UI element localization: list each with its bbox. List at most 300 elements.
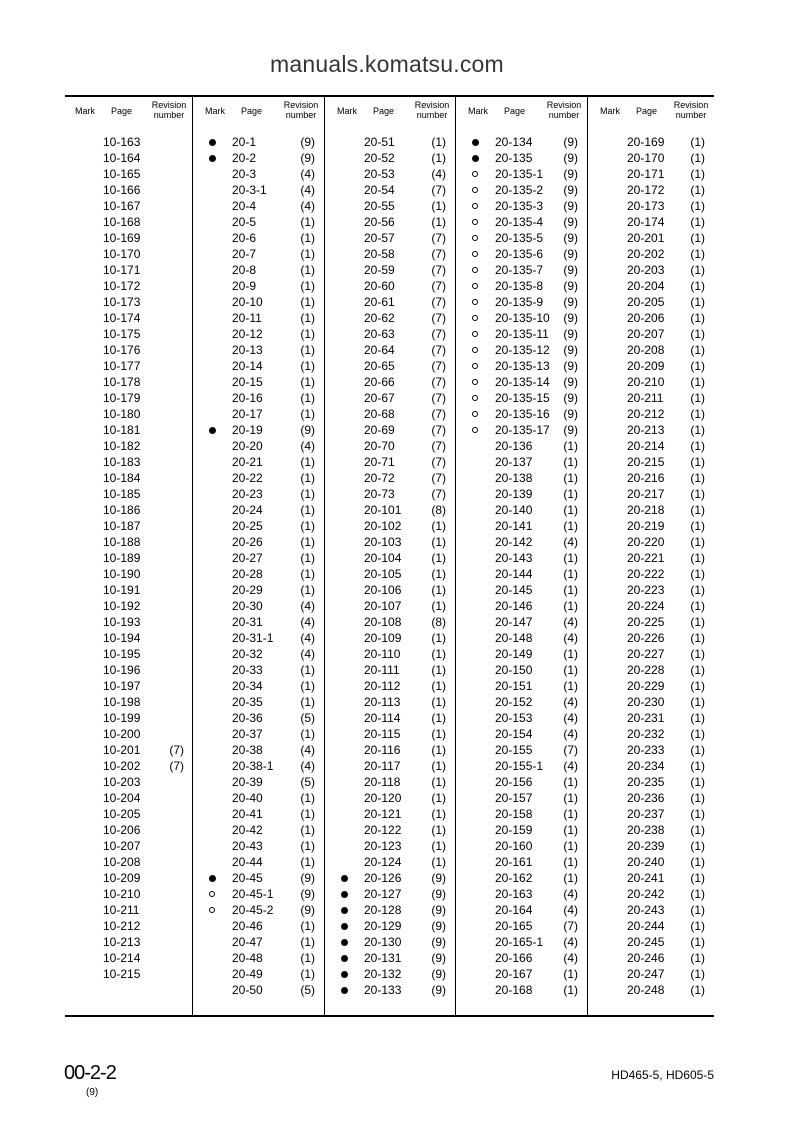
page-cell: 20-135-3 (495, 199, 544, 213)
page-cell: 10-188 (103, 535, 141, 549)
table-row (192, 726, 324, 742)
page-cell: 20-30 (232, 599, 263, 613)
revision-cell: (1) (300, 727, 315, 741)
page-cell: 20-137 (495, 455, 533, 469)
filled-circle-mark-icon (341, 891, 348, 898)
page-cell: 20-147 (495, 615, 533, 629)
page-cell: 20-120 (364, 791, 402, 805)
page-cell: 20-246 (627, 951, 665, 965)
revision-cell: (4) (300, 743, 315, 757)
revision-cell: (4) (563, 935, 578, 949)
table-row (192, 806, 324, 822)
table-row (455, 134, 587, 150)
revision-cell: (9) (563, 247, 578, 261)
page-cell: 20-11 (232, 311, 262, 325)
revision-cell: (1) (300, 375, 315, 389)
table-row (192, 694, 324, 710)
page-cell: 20-117 (364, 759, 401, 773)
table-row (587, 678, 714, 694)
page-cell: 20-143 (495, 551, 533, 565)
filled-circle-mark-icon (472, 155, 479, 162)
page-cell: 20-72 (364, 471, 395, 485)
table-row (192, 646, 324, 662)
table-column (455, 97, 587, 1015)
revision-cell: (4) (431, 167, 446, 181)
table-row (65, 406, 192, 422)
page-cell: 10-185 (103, 487, 141, 501)
revision-cell: (1) (300, 551, 315, 565)
page-cell: 20-48 (232, 951, 263, 965)
table-row (587, 694, 714, 710)
table-row (65, 678, 192, 694)
revision-cell: (1) (300, 487, 315, 501)
page-cell: 20-211 (627, 391, 664, 405)
revision-cell: (1) (690, 167, 705, 181)
page-cell: 10-176 (103, 343, 141, 357)
table-row (324, 710, 455, 726)
page-cell: 20-156 (495, 775, 533, 789)
table-row (65, 950, 192, 966)
page-cell: 20-16 (232, 391, 263, 405)
table-row (324, 518, 455, 534)
table-row (192, 454, 324, 470)
table-row (587, 614, 714, 630)
page-cell: 10-187 (103, 519, 141, 533)
revision-cell: (9) (431, 967, 446, 981)
revision-cell: (1) (300, 807, 315, 821)
revision-cell: (1) (431, 791, 446, 805)
table-row (324, 502, 455, 518)
page-cell: 20-38-1 (232, 759, 274, 773)
table-row (587, 582, 714, 598)
page-cell: 20-60 (364, 279, 395, 293)
revision-cell: (1) (690, 359, 705, 373)
revision-cell: (1) (300, 583, 315, 597)
table-row (455, 342, 587, 358)
revision-cell: (7) (431, 375, 446, 389)
page-cell: 20-163 (495, 887, 533, 901)
revision-cell: (4) (563, 535, 578, 549)
table-row (587, 598, 714, 614)
revision-cell: (1) (563, 871, 578, 885)
revision-cell: (1) (690, 199, 705, 213)
page-cell: 20-135-16 (495, 407, 550, 421)
table-row (455, 182, 587, 198)
table-row (324, 934, 455, 950)
revision-cell: (1) (300, 231, 315, 245)
revision-cell: (1) (690, 519, 705, 533)
revision-cell: (1) (563, 775, 578, 789)
table-row (587, 470, 714, 486)
table-row (192, 758, 324, 774)
table-row (587, 326, 714, 342)
page-cell: 10-194 (103, 631, 141, 645)
revision-cell: (1) (563, 679, 578, 693)
table-row (455, 502, 587, 518)
page-cell: 20-213 (627, 423, 665, 437)
page-cell: 10-168 (103, 215, 141, 229)
revision-cell: (1) (431, 679, 446, 693)
revision-cell: (1) (690, 535, 705, 549)
revision-cell: (1) (690, 343, 705, 357)
page-cell: 20-136 (495, 439, 533, 453)
filled-circle-mark-icon (341, 987, 348, 994)
page-cell: 20-154 (495, 727, 533, 741)
open-circle-mark-icon (472, 283, 478, 289)
page-cell: 20-242 (627, 887, 665, 901)
page-cell: 20-135 (495, 151, 533, 165)
page-cell: 20-133 (364, 983, 402, 997)
page-cell: 20-145 (495, 583, 533, 597)
page-cell: 20-5 (232, 215, 257, 229)
table-row (587, 486, 714, 502)
table-row (324, 246, 455, 262)
page-cell: 20-47 (232, 935, 263, 949)
page-cell: 20-206 (627, 311, 665, 325)
revision-cell: (9) (563, 199, 578, 213)
page-cell: 10-199 (103, 711, 141, 725)
table-row (65, 294, 192, 310)
table-row (324, 134, 455, 150)
revision-cell: (4) (563, 711, 578, 725)
revision-cell: (1) (563, 455, 578, 469)
page-cell: 20-53 (364, 167, 395, 181)
table-row (192, 630, 324, 646)
page-cell: 20-171 (627, 167, 665, 181)
open-circle-mark-icon (472, 363, 478, 369)
page-cell: 20-31-1 (232, 631, 274, 645)
table-row (455, 230, 587, 246)
table-row (192, 582, 324, 598)
table-row (455, 566, 587, 582)
page-cell: 10-204 (103, 791, 141, 805)
revision-cell: (9) (563, 263, 578, 277)
page-cell: 20-50 (232, 983, 263, 997)
revision-cell: (4) (300, 631, 315, 645)
page-cell: 10-197 (103, 679, 141, 693)
revision-cell: (1) (300, 679, 315, 693)
page-cell: 10-202 (103, 759, 141, 773)
page-cell: 20-46 (232, 919, 263, 933)
page-cell: 20-174 (627, 215, 665, 229)
page-cell: 20-222 (627, 567, 665, 581)
table-row (65, 854, 192, 870)
page-cell: 10-175 (103, 327, 141, 341)
page-cell: 20-67 (364, 391, 395, 405)
revision-cell: (1) (300, 503, 315, 517)
page-cell: 20-241 (627, 871, 665, 885)
table-row (324, 326, 455, 342)
revision-cell: (1) (690, 903, 705, 917)
revision-cell: (1) (690, 247, 705, 261)
page-cell: 20-26 (232, 535, 263, 549)
page-cell: 20-40 (232, 791, 263, 805)
page-cell: 20-155-1 (495, 759, 544, 773)
page-cell: 20-70 (364, 439, 395, 453)
table-row (324, 166, 455, 182)
page-cell: 20-236 (627, 791, 665, 805)
page-cell: 20-162 (495, 871, 533, 885)
page-cell: 20-148 (495, 631, 533, 645)
page-cell: 10-200 (103, 727, 141, 741)
table-row (65, 518, 192, 534)
page-cell: 20-121 (364, 807, 402, 821)
page-cell: 20-41 (232, 807, 263, 821)
revision-cell: (1) (690, 375, 705, 389)
revision-cell: (1) (300, 295, 315, 309)
revision-cell: (8) (431, 615, 446, 629)
page-cell: 10-201 (103, 743, 141, 757)
table-row (65, 182, 192, 198)
page-cell: 20-14 (232, 359, 263, 373)
table-row (192, 246, 324, 262)
table-row (455, 358, 587, 374)
table-row (324, 182, 455, 198)
revision-cell: (1) (300, 263, 315, 277)
table-row (324, 582, 455, 598)
revision-cell: (1) (690, 807, 705, 821)
revision-cell: (1) (431, 727, 446, 741)
table-row (324, 886, 455, 902)
revision-cell: (1) (431, 535, 446, 549)
page-cell: 20-146 (495, 599, 533, 613)
table-row (587, 166, 714, 182)
page-cell: 20-215 (627, 455, 665, 469)
revision-cell: (1) (690, 407, 705, 421)
table-row (587, 742, 714, 758)
header-mark: Mark (337, 106, 357, 116)
revision-cell: (1) (563, 471, 578, 485)
page-cell: 20-127 (364, 887, 402, 901)
page-cell: 20-59 (364, 263, 395, 277)
page-cell: 20-135-11 (495, 327, 549, 341)
header-revision-label: Revision (414, 100, 450, 110)
page-cell: 10-182 (103, 439, 141, 453)
revision-cell: (1) (300, 535, 315, 549)
page-cell: 20-17 (232, 407, 263, 421)
table-row (65, 550, 192, 566)
page-cell: 20-107 (364, 599, 402, 613)
revision-cell: (1) (431, 711, 446, 725)
table-row (587, 518, 714, 534)
table-row (65, 262, 192, 278)
open-circle-mark-icon (472, 171, 478, 177)
revision-cell: (9) (431, 903, 446, 917)
table-row (587, 758, 714, 774)
page-cell: 20-113 (364, 695, 401, 709)
revision-cell: (1) (563, 503, 578, 517)
table-row (192, 486, 324, 502)
table-row (192, 198, 324, 214)
table-row (587, 966, 714, 982)
page-cell: 10-189 (103, 551, 141, 565)
watermark: manuals.komatsu.com (270, 51, 504, 77)
table-row (587, 422, 714, 438)
page-cell: 20-116 (364, 743, 401, 757)
revision-cell: (1) (563, 967, 578, 981)
page-cell: 20-32 (232, 647, 263, 661)
table-row (192, 374, 324, 390)
page-cell: 20-142 (495, 535, 533, 549)
table-row (455, 646, 587, 662)
page-cell: 10-173 (103, 295, 141, 309)
table-row (455, 470, 587, 486)
page-cell: 20-71 (364, 455, 395, 469)
table-row (192, 678, 324, 694)
page-cell: 20-4 (232, 199, 257, 213)
page-cell: 10-198 (103, 695, 141, 709)
table-column (587, 97, 714, 1015)
revision-cell: (1) (563, 807, 578, 821)
page-cell: 10-192 (103, 599, 141, 613)
page-cell: 20-151 (495, 679, 533, 693)
page-cell: 20-103 (364, 535, 402, 549)
table-row (192, 598, 324, 614)
page-cell: 20-135-2 (495, 183, 544, 197)
revision-cell: (4) (300, 439, 315, 453)
revision-cell: (1) (690, 151, 705, 165)
page-cell: 20-150 (495, 663, 533, 677)
filled-circle-mark-icon (341, 939, 348, 946)
table-row (455, 774, 587, 790)
revision-cell: (4) (563, 615, 578, 629)
revision-cell: (9) (563, 327, 578, 341)
filled-circle-mark-icon (341, 955, 348, 962)
page-cell: 20-31 (232, 615, 263, 629)
page-cell: 20-112 (364, 679, 401, 693)
revision-cell: (1) (563, 647, 578, 661)
page-cell: 20-2 (232, 151, 257, 165)
table-row (192, 870, 324, 886)
table-row (324, 870, 455, 886)
table-row (65, 774, 192, 790)
page-cell: 20-209 (627, 359, 665, 373)
page-cell: 20-56 (364, 215, 395, 229)
revision-cell: (1) (690, 631, 705, 645)
table-row (192, 534, 324, 550)
header-revision-label: Revision (151, 100, 187, 110)
revision-cell: (1) (431, 695, 446, 709)
page-cell: 20-13 (232, 343, 263, 357)
table-row (324, 694, 455, 710)
page-cell: 20-44 (232, 855, 263, 869)
revision-cell: (1) (690, 455, 705, 469)
page-cell: 20-64 (364, 343, 395, 357)
page-cell: 20-131 (364, 951, 402, 965)
page-cell: 20-217 (627, 487, 665, 501)
table-row (65, 902, 192, 918)
revision-cell: (9) (431, 951, 446, 965)
page-cell: 10-177 (103, 359, 141, 373)
page-cell: 20-22 (232, 471, 263, 485)
revision-cell: (1) (300, 519, 315, 533)
page-cell: 20-204 (627, 279, 665, 293)
table-row (192, 342, 324, 358)
revision-cell: (1) (563, 599, 578, 613)
page-cell: 10-212 (103, 919, 141, 933)
table-row (324, 406, 455, 422)
page-cell: 20-108 (364, 615, 402, 629)
table-row (587, 294, 714, 310)
table-row (65, 742, 192, 758)
page-cell: 20-234 (627, 759, 665, 773)
filled-circle-mark-icon (341, 875, 348, 882)
page-cell: 10-213 (103, 935, 141, 949)
table-row (587, 214, 714, 230)
table-row (324, 198, 455, 214)
table-row (587, 806, 714, 822)
revision-cell: (1) (690, 775, 705, 789)
page-cell: 20-221 (627, 551, 665, 565)
table-row (65, 390, 192, 406)
revision-cell: (1) (431, 823, 446, 837)
footer-page-number: 00-2-2 (64, 1062, 116, 1084)
table-row (587, 134, 714, 150)
table-row (587, 246, 714, 262)
table-row (455, 614, 587, 630)
revision-cell: (1) (563, 567, 578, 581)
revision-cell: (9) (300, 887, 315, 901)
revision-cell: (1) (563, 983, 578, 997)
revision-cell: (1) (300, 471, 315, 485)
table-row (324, 822, 455, 838)
table-row (587, 406, 714, 422)
revision-cell: (1) (690, 423, 705, 437)
table-row (324, 374, 455, 390)
page-cell: 20-248 (627, 983, 665, 997)
table-row (587, 390, 714, 406)
table-row (455, 758, 587, 774)
table-row (455, 326, 587, 342)
page-cell: 10-196 (103, 663, 141, 677)
page-cell: 20-210 (627, 375, 665, 389)
revision-cell: (1) (300, 935, 315, 949)
table-row (587, 790, 714, 806)
revision-cell: (9) (300, 871, 315, 885)
page-cell: 20-240 (627, 855, 665, 869)
revision-cell: (9) (300, 151, 315, 165)
revision-cell: (1) (690, 215, 705, 229)
page-cell: 20-54 (364, 183, 395, 197)
page-cell: 10-170 (103, 247, 141, 261)
page-cell: 10-167 (103, 199, 141, 213)
revision-cell: (1) (300, 247, 315, 261)
table-row (65, 230, 192, 246)
page-cell: 20-135-9 (495, 295, 544, 309)
header-revision-number (280, 100, 322, 120)
header-page: Page (636, 106, 658, 116)
revision-cell: (7) (431, 423, 446, 437)
filled-circle-mark-icon (209, 427, 216, 434)
page-cell: 20-243 (627, 903, 665, 917)
revision-cell: (1) (690, 759, 705, 773)
table-row (324, 630, 455, 646)
page-cell: 20-203 (627, 263, 665, 277)
revision-cell: (1) (431, 855, 446, 869)
revision-cell: (1) (431, 647, 446, 661)
page-cell: 20-123 (364, 839, 402, 853)
page-cell: 20-238 (627, 823, 665, 837)
revision-cell: (1) (690, 839, 705, 853)
page-cell: 10-180 (103, 407, 141, 421)
revision-cell: (1) (690, 311, 705, 325)
header-number-label: number (153, 110, 185, 120)
page-cell: 20-159 (495, 823, 533, 837)
table-column (324, 97, 455, 1015)
table-row (455, 790, 587, 806)
table-row (587, 454, 714, 470)
table-row (192, 854, 324, 870)
